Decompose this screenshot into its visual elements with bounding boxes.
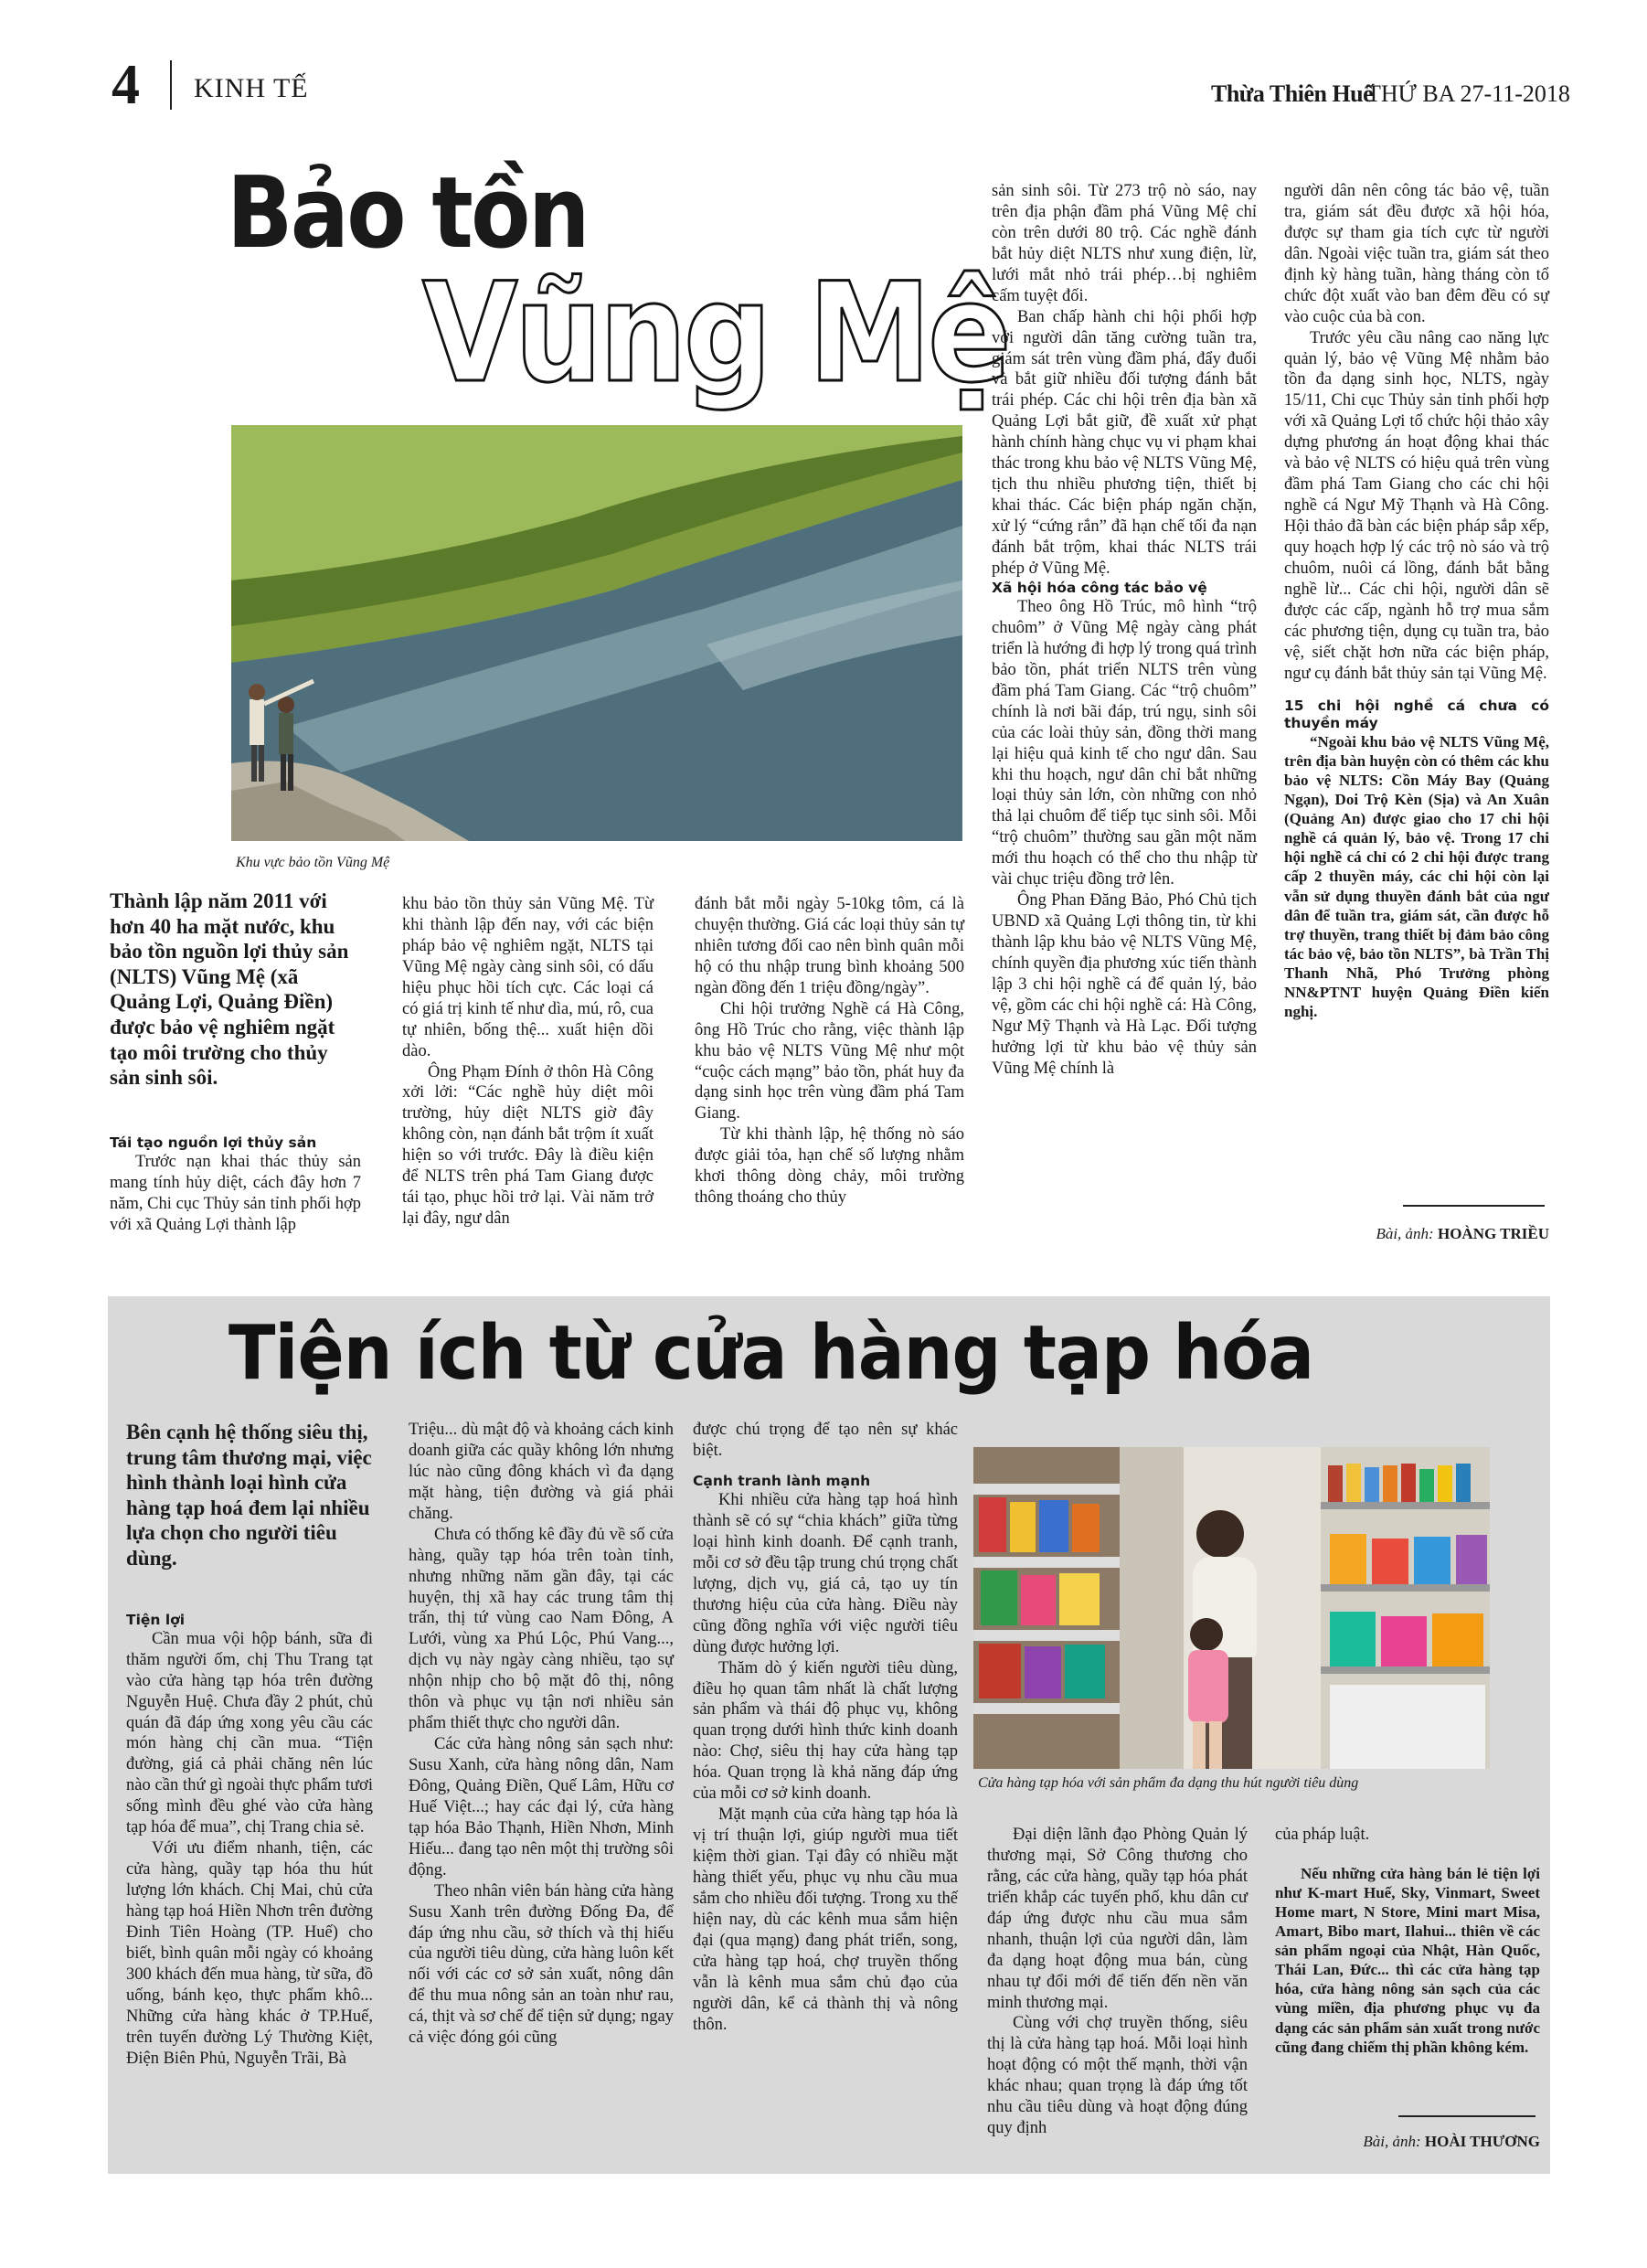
article1-paragraph: Theo ông Hồ Trúc, mô hình “trộ chuôm” ở Vũng Mệ ngày càng phát triển là hướng đi hợp lý trong quá trình bảo tồn, phát triển NLTS trên vùng đầm phá Tam Giang. Các “trộ chuôm” chính là nơi bãi đáp, trú ngụ, sinh sôi của các loài thủy sản, đồng thời mang lại hiệu quả kinh tế cho ngư dân. Sau khi thu hoạch, ngư dân chỉ bắt những loại thủy sản lớn, còn những con nhỏ thả lại chuôm để tiếp tục sinh sôi. Mỗi “trộ chuôm” thường sau gần một năm mới thu hoạch có thể cho thu nhập từ vài chục triệu đồng trở lên.	[992, 598, 1257, 889]
article1-subhead-2: Xã hội hóa công tác bảo vệ	[992, 579, 1207, 596]
byline-prefix: Bài, ảnh:	[1376, 1225, 1434, 1242]
lagoon-photo	[231, 425, 962, 841]
article2-paragraph: được chú trọng để tạo nên sự khác biệt.	[693, 1421, 958, 1460]
byline-author: HOÀI THƯƠNG	[1424, 2133, 1540, 2150]
article1-paragraph: Chi hội trưởng Nghề cá Hà Công, ông Hồ Trúc cho rằng, việc thành lập khu bảo vệ NLTS Vũng Mệ như một “cuộc cách mạng” bảo tồn, phát huy đa dạng sinh học trên vùng đầm phá Tam Giang.	[695, 999, 964, 1123]
article1-title-line1: Bảo tồn	[227, 156, 588, 271]
article2-end-rule	[1398, 2115, 1535, 2117]
header-divider	[170, 60, 172, 110]
article1-subhead-1: Tái tạo nguồn lợi thủy sản	[110, 1134, 317, 1151]
article1-paragraph: Ban chấp hành chi hội phối hợp với người dân tăng cường tuần tra, giám sát trên vùng đầm phá, đẩy đuổi và bắt giữ nhiều đối tượng đánh bắt trái phép. Các chi hội trên địa bàn xã Quảng Lợi bắt giữ, đề xuất xử phạt hành chính hàng chục vụ vi phạm khai thác trong khu bảo vệ NLTS Vũng Mệ, tịch thu nhiều phương tiện, thiết bị khai thác. Các biện pháp ngăn chặn, xử lý “cứng rắn” đã hạn chế tối đa nạn đánh bắt trộm, khai thác NLTS trái phép ở Vũng Mệ.	[992, 307, 1257, 578]
article2-paragraph: Triệu... dù mật độ và khoảng cách kinh doanh giữa các quầy không lớn nhưng lúc nào cũng đông khách vì đa dạng mặt hàng, tiện đường và giá phải chăng.	[409, 1421, 674, 1523]
grocery-store-photo	[973, 1447, 1490, 1769]
article1-paragraph: Từ khi thành lập, hệ thống nò sáo được giải tỏa, hạn chế số lượng nhằm khơi thông dòng chảy, môi trường thông thoáng cho thủy	[695, 1125, 964, 1208]
article2-paragraph: Theo nhân viên bán hàng cửa hàng Susu Xanh trên đường Đống Đa, để đáp ứng nhu cầu, sở thích và thị hiếu của người tiêu dùng, cửa hàng luôn kết nối với các cơ sở sản xuất, nông dân để thu mua nông sản an toàn như rau, cá, thịt và sơ chế để tiện sử dụng; ngay cả việc đóng gói cũng	[409, 1881, 674, 2048]
article1-paragraph: khu bảo tồn thủy sản Vũng Mệ. Từ khi thành lập đến nay, với các biện pháp bảo vệ nghiêm ngặt, NLTS tại Vũng Mệ ngày càng sinh sôi, có dấu hiệu phục hồi tích cực. Các loại cá có giá trị kinh tế như dìa, mú, rô, cua tự nhiên, bống thệ... xuất hiện dồi dào.	[402, 895, 653, 1060]
article2-paragraph: Cần mua vội hộp bánh, sữa đi thăm người ốm, chị Thu Trang tạt vào cửa hàng tạp hóa trên đường Nguyễn Huệ. Chưa đầy 2 phút, chủ quán đã đáp ứng xong yêu cầu các món hàng chị cần mua. “Tiện đường, giá cả phải chăng nên lúc nào cần thứ gì ngoài thực phẩm tươi sống mình đều ghé vào cửa hàng tạp hóa để mua”, chị Trang chia sẻ.	[126, 1629, 373, 1837]
article2-byline	[1275, 2133, 1540, 2151]
article2-paragraph: Với ưu điểm nhanh, tiện, các cửa hàng, quầy tạp hóa thu hút lượng lớn khách. Chị Mai, chủ cửa hàng tạp hoá Hiền Nhơn trên đường Đinh Tiên Hoàng (TP. Huế) cho biết, bình quân mỗi ngày có khoảng 300 khách đến mua hàng, từ sữa, đồ uống, bánh kẹo, thực phẩm khô... Những cửa hàng khác ở TP.Huế, trên tuyến đường Lý Thường Kiệt, Điện Biên Phủ, Nguyễn Trãi, Bà	[126, 1839, 373, 2068]
article1-paragraph: sản sinh sôi. Từ 273 trộ nò sáo, nay trên địa phận đầm phá Vũng Mệ chỉ còn trên dưới 80 trộ. Các nghề đánh bắt hủy diệt NLTS như xung điện, lừ, lưới mắt nhỏ trái phép…bị nghiêm cấm tuyệt đối.	[992, 182, 1257, 305]
article2-subhead-1: Tiện lợi	[126, 1611, 186, 1628]
article1-sidebar-quote: “Ngoài khu bảo vệ NLTS Vũng Mệ, trên địa bàn huyện còn có thêm các khu bảo vệ NLTS: Cồn Máy Bay (Quảng Ngạn), Doi Trộ Kèn (Sịa) và An Xuân (Quảng An) được giao cho 17 chi hội nghề cá quản lý, bảo vệ. Trong 17 chi hội nghề cá chỉ có 2 chi hội được trang cấp 2 thuyền máy, các chi hội còn lại vẫn sử dụng thuyền đánh bắt của ngư dân để tuần tra, giám sát, cần được hỗ trợ thuyền, trang thiết bị đảm bảo công tác bảo vệ, bảo tồn NLTS”, bà Trần Thị Thanh Nhã, Phó Trưởng phòng NN&PTNT huyện Quảng Điền kiến nghị.	[1284, 732, 1549, 1021]
article1-paragraph: người dân nên công tác bảo vệ, tuần tra, giám sát đều được xã hội hóa, được sự tham gia tích cực từ người dân. Ngoài việc tuần tra, giám sát theo định kỳ hàng tuần, hàng tháng còn tổ chức đột xuất vào ban đêm đều có sự vào cuộc của bà con.	[1284, 182, 1549, 326]
issue-date: THỨ BA 27-11-2018	[1366, 80, 1570, 107]
article1-title-line2: Vũng Mệ	[422, 254, 1009, 413]
article1-paragraph: Ông Phạm Đính ở thôn Hà Công xởi lởi: “Các nghề hủy diệt môi trường, hủy diệt NLTS giờ đây không còn, nạn đánh bắt trộm ít xuất hiện so với trước. Đây là điều kiện để NLTS trên phá Tam Giang được tái tạo, phục hồi trở lại. Vài năm trở lại đây, ngư dân	[402, 1062, 653, 1229]
article2-photo-caption: Cửa hàng tạp hóa với sản phẩm đa dạng thu hút người tiêu dùng	[978, 1775, 1359, 1791]
article1-paragraph: Ông Phan Đăng Bảo, Phó Chủ tịch UBND xã Quảng Lợi thông tin, từ khi thành lập khu bảo vệ NLTS Vũng Mệ, chính quyền địa phương xúc tiến thành lập 3 chi hội nghề cá để quản lý, bảo vệ, gồm các chi hội nghề cá: Hà Công, Ngư Mỹ Thạnh và Hà Lạc. Đối tượng hưởng lợi từ khu bảo vệ thủy sản Vũng Mệ chính là	[992, 891, 1257, 1078]
section-name: KINH TẾ	[194, 73, 309, 103]
article1-byline	[1284, 1225, 1549, 1243]
article1-end-rule	[1403, 1205, 1545, 1207]
article1-paragraph: Trước yêu cầu nâng cao năng lực quản lý, bảo vệ Vũng Mệ nhằm bảo tồn đa dạng sinh học, NLTS, ngày 15/11, Chi cục Thủy sản tỉnh phối hợp với xã Quảng Lợi tổ chức hội thảo xây dựng phương án hoạt động khai thác và bảo vệ NLTS có hiệu quả trên vùng đầm phá Tam Giang cho các chi hội nghề cá Ngư Mỹ Thạnh và Hà Công. Hội thảo đã bàn các biện pháp sắp xếp, quy hoạch hợp lý các trộ nò sáo và trộ chuôm, nuôi cá lồng, đánh bắt bằng nghề lừ... Các chi hội, người dân sẽ được các cấp, ngành hỗ trợ mua sắm các phương tiện, dụng cụ tuần tra, bảo vệ, siết chặt hơn nữa các biện pháp, ngư cụ đánh bắt thủy sản tại Vũng Mệ.	[1284, 328, 1549, 683]
page-number: 4	[112, 54, 140, 116]
article2-paragraph: Các cửa hàng nông sản sạch như: Susu Xanh, cửa hàng nông dân, Nam Đông, Quảng Điền, Quế Lâm, Hữu cơ Huế Việt...; hay các đại lý, cửa hàng tạp hóa Bảo Thạnh, Hiền Nhơn, Minh Hiếu... đang tạo nên một thị trường sôi động.	[409, 1735, 674, 1879]
byline-prefix: Bài, ảnh:	[1363, 2133, 1421, 2150]
article2-paragraph: của pháp luật.	[1275, 1826, 1370, 1844]
article2-paragraph: Mặt mạnh của cửa hàng tạp hóa là vị trí thuận lợi, giúp người mua tiết kiệm thời gian. Tại đây có nhiều mặt hàng thiết yếu, phục vụ nhu cầu mua sắm cho nhiều đối tượng. Trong xu thế hiện nay, dù các kênh mua sắm hiện đại (qua mạng) đang phát triển, song, cửa hàng tạp hoá, chợ truyền thống vẫn là kênh mua sắm chủ đạo của người dân, kể cả thành thị và nông thôn.	[693, 1805, 958, 2034]
article2-paragraph: Thăm dò ý kiến người tiêu dùng, điều họ quan tâm nhất là chất lượng sản phẩm và thái độ phục vụ, không quan trọng dưới hình thức kinh doanh nào: Chợ, siêu thị hay cửa hàng tạp hóa. Quan trọng là khả năng đáp ứng của mỗi cơ sở kinh doanh.	[693, 1658, 958, 1804]
article2-subhead-2: Cạnh tranh lành mạnh	[693, 1472, 871, 1489]
article2-paragraph: Cùng với chợ truyền thống, siêu thị là cửa hàng tạp hoá. Mỗi loại hình hoạt động có một thế mạnh, thời vận khác nhau; quan trọng là đáp ứng tốt nhu cầu tiêu dùng và hoạt động đúng quy định	[987, 2014, 1248, 2138]
article2-sidebar-note: Nếu những cửa hàng bán lẻ tiện lợi như K-mart Huế, Sky, Vinmart, Sweet Home mart, N Store, Mini mart Misa, Amart, Bibo mart, Ilahui... thiên về các sản phẩm ngoại của Nhật, Hàn Quốc, Thái Lan, Đức... thì các cửa hàng tạp hóa, cửa hàng nông sản sạch của các vùng miền, địa phương phục vụ đa dạng các sản phẩm sản xuất trong nước cũng đang chiếm thị phần không kém.	[1275, 1864, 1540, 2056]
article2-title: Tiện ích từ cửa hàng tạp hóa	[228, 1310, 1314, 1397]
byline-author: HOÀNG TRIỀU	[1437, 1225, 1549, 1242]
article2-paragraph: Đại diện lãnh đạo Phòng Quản lý thương mại, Sở Công thương cho rằng, các cửa hàng, quầy tạp hóa phát triển khắp các tuyến phố, khu dân cư đáp ứng được nhu cầu mua sắm nhanh, thuận lợi của người dân, làm đa dạng hoạt động mua bán, cùng nhau tự đổi mới để tiến đến nền văn minh thương mại.	[987, 1826, 1248, 2012]
article1-subhead-3: 15 chi hội nghề cá chưa có thuyền máy	[1284, 697, 1549, 731]
article2-paragraph: Chưa có thống kê đầy đủ về số cửa hàng, quầy tạp hóa trên toàn tỉnh, nhưng những năm gần đây, tại các huyện, thị xã hay các trung tâm thị trấn, thị tứ vùng cao Nam Đông, A Lưới, vùng xa Phú Lộc, Phú Vang..., dịch vụ này ngày càng nhiều, tạo sự nhộn nhịp cho bộ mặt đô thị, nông thôn và phục vụ tận nơi nhiều sản phẩm thiết thực cho người dân.	[409, 1525, 674, 1733]
article1-paragraph: Trước nạn khai thác thủy sản mang tính hủy diệt, cách đây hơn 7 năm, Chi cục Thủy sản tỉnh phối hợp với xã Quảng Lợi thành lập	[110, 1152, 361, 1234]
newspaper-name: Thừa Thiên Huế	[1211, 80, 1374, 107]
article2-paragraph: Khi nhiều cửa hàng tạp hoá hình thành sẽ có sự “chia khách” giữa từng loại hình kinh doanh. Để cạnh tranh, mỗi cơ sở đều tập trung chú trọng chất lượng, dịch vụ, giá cả, tạo uy tín thương hiệu của cửa hàng. Điều này cũng đồng nghĩa với việc người tiêu dùng được hưởng lợi.	[693, 1491, 958, 1656]
article1-lead: Thành lập năm 2011 với hơn 40 ha mặt nước, khu bảo tồn nguồn lợi thủy sản (NLTS) Vũng Mệ (xã Quảng Lợi, Quảng Điền) được bảo vệ nghiêm ngặt tạo môi trường cho thủy sản sinh sôi.	[110, 889, 349, 1090]
article1-paragraph: đánh bắt mỗi ngày 5-10kg tôm, cá là chuyện thường. Giá các loại thủy sản tự nhiên tương đối cao nên bình quân mỗi hộ có thu nhập trung bình khoảng 500 ngàn đồng đến 1 triệu đồng/ngày”.	[695, 895, 964, 997]
article2-lead: Bên cạnh hệ thống siêu thị, trung tâm thương mại, việc hình thành loại hình cửa hàng tạp hoá đem lại nhiều lựa chọn cho người tiêu dùng.	[126, 1421, 372, 1570]
article1-photo-caption: Khu vực bảo tồn Vũng Mệ	[236, 855, 390, 870]
